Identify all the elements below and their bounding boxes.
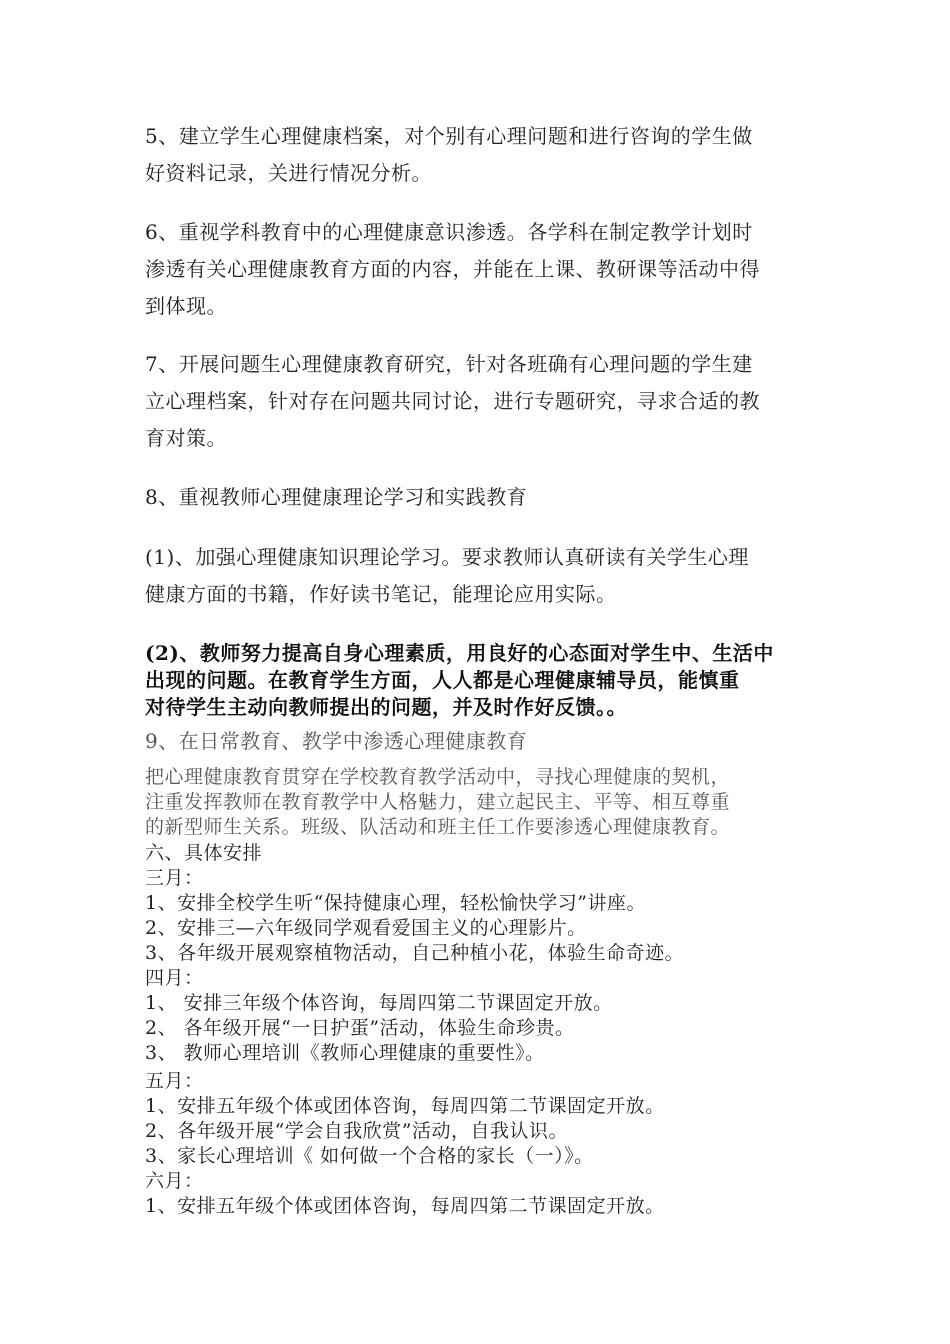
month-title-may: 五月：	[145, 1070, 204, 1092]
list-item: 3、各年级开展观察植物活动，自己种植小花，体验生命奇迹。	[145, 942, 685, 964]
text-line: 育对策。	[145, 426, 227, 450]
list-item: 3、家长心理培训《 如何做一个合格的家长（一）》。	[145, 1145, 594, 1167]
list-item: 2、 各年级开展“一日护蛋”活动，体验生命珍贵。	[145, 1017, 575, 1039]
text-line: 7、开展问题生心理健康教育研究，针对各班确有心理问题的学生建	[145, 352, 753, 376]
text-line: 渗透有关心理健康教育方面的内容，并能在上课、教研课等活动中得	[145, 257, 760, 281]
paragraph-9	[145, 727, 815, 755]
text-line: 注重发挥教师在教育教学中人格魅力，建立起民主、平等、相互尊重	[145, 791, 731, 813]
list-item: 1、安排五年级个体或团体咨询，每周四第二节课固定开放。	[145, 1095, 665, 1117]
text-line: (2)、教师努力提高自身心理素质，用良好的心态面对学生中、生活中	[145, 641, 774, 665]
list-item: 1、安排五年级个体或团体咨询，每周四第二节课固定开放。	[145, 1195, 665, 1217]
schedule-may-june	[145, 1069, 815, 1219]
list-item: 2、安排三—六年级同学观看爱国主义的心理影片。	[145, 917, 587, 939]
paragraph-8-1	[145, 539, 815, 613]
month-title-june: 六月：	[145, 1170, 204, 1192]
paragraph-7	[145, 346, 815, 457]
list-item: 1、 安排三年级个体咨询，每周四第二节课固定开放。	[145, 992, 613, 1014]
text-line: 的新型师生关系。班级、队活动和班主任工作要渗透心理健康教育。	[145, 816, 731, 838]
text-line: 出现的问题。在教育学生方面，人人都是心理健康辅导员，能慎重	[145, 668, 740, 692]
text-line: 健康方面的书籍，作好读书笔记，能理论应用实际。	[145, 582, 617, 606]
list-item: 2、各年级开展“学会自我欣赏”活动，自我认识。	[145, 1120, 569, 1142]
month-title-april: 四月：	[145, 967, 204, 989]
paragraph-8	[145, 479, 815, 516]
paragraph-6	[145, 214, 815, 325]
paragraph-9-body	[145, 765, 815, 840]
list-item: 1、安排全校学生听“保持健康心理，轻松愉快学习”讲座。	[145, 892, 647, 914]
text-line: 对待学生主动向教师提出的问题，并及时作好反馈。。	[145, 695, 627, 719]
text-line: 好资料记录，关进行情况分析。	[145, 161, 432, 185]
paragraph-8-2	[145, 640, 815, 721]
text-line: 立心理档案，针对存在问题共同讨论，进行专题研究，寻求合适的教	[145, 389, 760, 413]
section-heading: 六、具体安排	[145, 842, 263, 864]
text-line: 到体现。	[145, 294, 227, 318]
paragraph-5	[145, 118, 815, 192]
text-line: 把心理健康教育贯穿在学校教育教学活动中，寻找心理健康的契机，	[145, 766, 731, 788]
text-line: 9、在日常教育、教学中渗透心理健康教育	[145, 729, 528, 753]
list-item: 3、 教师心理培训《教师心理健康的重要性》。	[145, 1042, 545, 1064]
schedule-section	[145, 841, 815, 1066]
text-line: (1)、加强心理健康知识理论学习。要求教师认真研读有关学生心理	[145, 545, 749, 569]
text-line: 8、重视教师心理健康理论学习和实践教育	[145, 485, 528, 509]
month-title-march: 三月：	[145, 867, 204, 889]
text-line: 6、重视学科教育中的心理健康意识渗透。各学科在制定教学计划时	[145, 220, 753, 244]
text-line: 5、建立学生心理健康档案，对个别有心理问题和进行咨询的学生做	[145, 124, 753, 148]
